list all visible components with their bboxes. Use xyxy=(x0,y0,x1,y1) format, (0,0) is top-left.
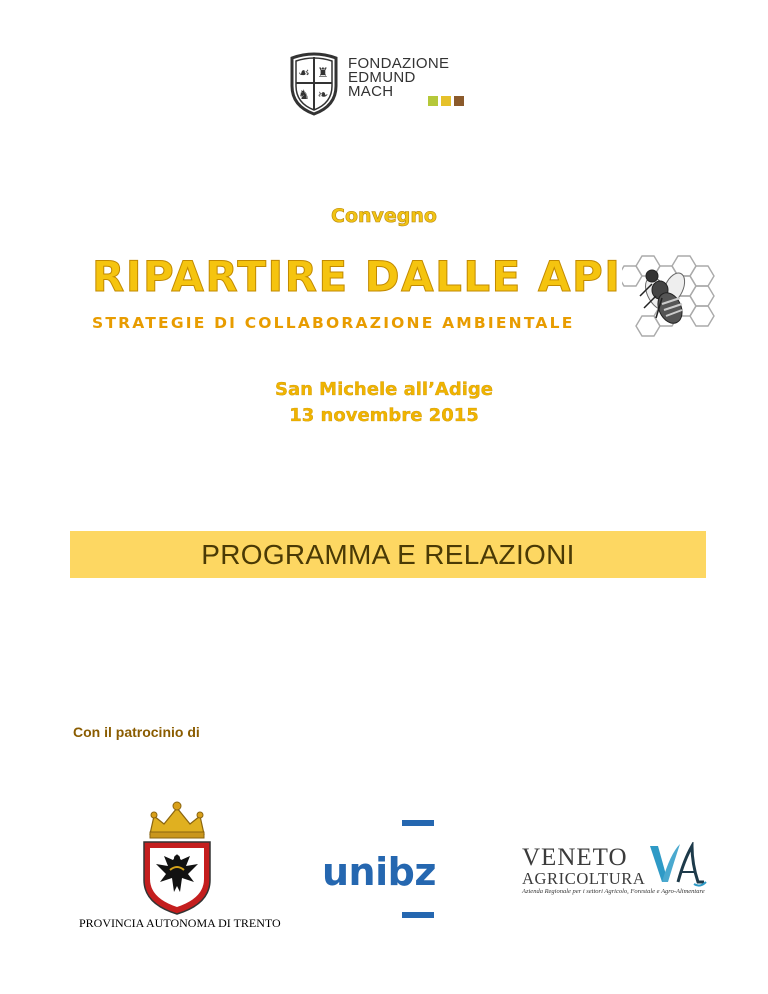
fondazione-shield-icon xyxy=(286,52,342,116)
bee-illustration xyxy=(622,252,718,338)
fondazione-logo xyxy=(286,50,486,120)
fondazione-name xyxy=(348,57,449,99)
unibz-text: unibz xyxy=(322,850,436,894)
fondazione-squares xyxy=(428,96,464,106)
fondazione-line-1: FONDAZIONE xyxy=(348,55,450,72)
square-green xyxy=(428,96,438,106)
unibz-bar-bottom xyxy=(402,912,434,918)
fondazione-line-3: MACH xyxy=(348,83,394,100)
event-date: 13 novembre 2015 xyxy=(289,405,479,426)
trento-name: PROVINCIA AUTONOMA DI TRENTO xyxy=(79,916,281,930)
fondazione-line-2: EDMUND xyxy=(348,69,416,86)
unibz-bar-top xyxy=(402,820,434,826)
square-yellow xyxy=(441,96,451,106)
square-brown xyxy=(454,96,464,106)
bee-honeycomb-icon xyxy=(622,252,718,338)
eagle-crest-icon xyxy=(132,798,222,918)
veneto-va-logo xyxy=(648,842,708,892)
unibz-logo xyxy=(322,820,462,920)
event-subtitle: STRATEGIE DI COLLABORAZIONE AMBIENTALE xyxy=(92,314,575,332)
svg-text:♞: ♞ xyxy=(298,88,310,103)
event-title: RIPARTIRE DALLE API xyxy=(92,252,622,301)
veneto-agricoltura-logo xyxy=(520,842,720,902)
veneto-line-2: AGRICOLTURA xyxy=(522,869,646,888)
program-banner xyxy=(70,531,706,578)
svg-text:♜: ♜ xyxy=(317,66,329,81)
svg-text:❧: ❧ xyxy=(317,88,329,103)
program-banner-label: PROGRAMMA E RELAZIONI xyxy=(201,538,575,570)
patronage-label: Con il patrocinio di xyxy=(73,724,200,740)
trento-crest xyxy=(132,798,222,918)
event-place: San Michele all’Adige xyxy=(274,379,493,400)
veneto-line-1: VENETO xyxy=(522,844,628,871)
event-kicker: Convegno xyxy=(331,205,437,227)
veneto-tagline: Azienda Regionale per i settori Agricolo, Forestale e Agro-Alimentare xyxy=(522,888,705,895)
event-place-date xyxy=(0,377,768,429)
svg-text:☙: ☙ xyxy=(298,66,310,81)
